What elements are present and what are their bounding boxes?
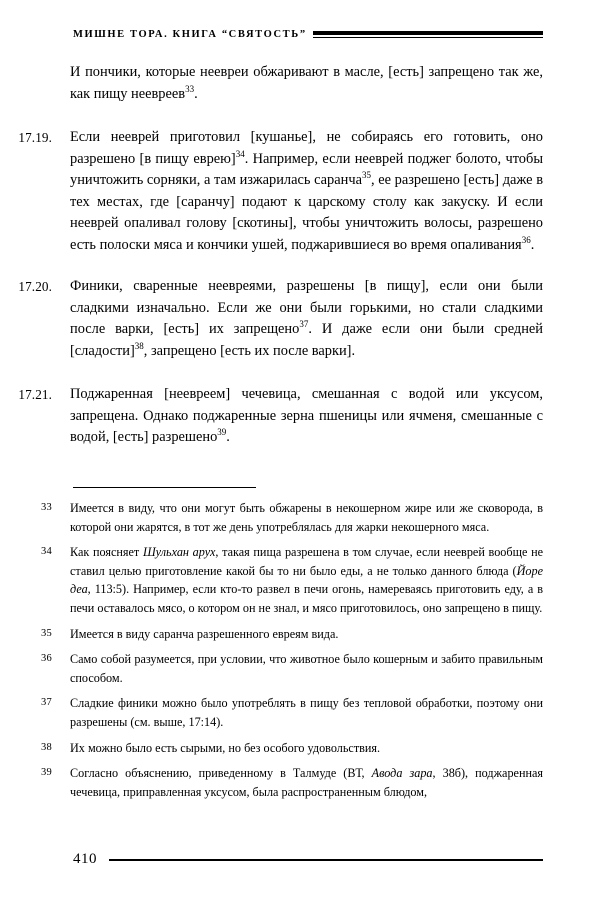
footnote-number: 39 [41, 767, 52, 779]
footnote-item [0, 625, 600, 644]
paragraph-number: 17.19. [18, 130, 52, 145]
footnote-text: Сладкие финики можно было употреблять в пищу без тепловой обработки, поэтому они разрешены (см. выше, 17:14). [70, 696, 543, 729]
paragraph [0, 276, 600, 362]
page-footer [73, 852, 543, 867]
footnote-text: Имеется в виду, что они могут быть обжарены в некошерном жире или же сковорода, в которой они жарятся, в тот же день употреблялась для жарки некошерного мяса. [70, 501, 543, 534]
footnote-item [0, 694, 600, 731]
paragraph-text: Если нееврей приготовил [кушанье], не собираясь его готовить, оно разрешено [в пищу еврею]$^{34}$. Например, если нееврей поджег болото, чтобы уничтожить сорняки, а там изжарилась саранча$^{35}$, ее разрешено [есть] даже в тех местах, где [саранчу] подают к царскому столу как закуску. И если нееврей опаливал голову [скотины], чтобы уничтожить волосы, разрешено есть полоски мяса и кончики ушей, поджарившиеся во время опаливания$^{36}$. [70, 129, 543, 253]
running-head-rule [313, 31, 543, 40]
paragraph-number: 17.20. [18, 279, 52, 294]
paragraph-text: Финики, сваренные неевреями, разрешены [в пищу], если они были сладкими изначально. Если же они были горькими, но стали сладкими после варки, [есть] их запрещено$^{37}$. И даже если они были средней [сладости]$^{38}$, запрещено [есть их после варки]. [70, 278, 543, 359]
page-number: 410 [73, 851, 97, 867]
footnote-number: 33 [41, 502, 52, 513]
footnote-item [0, 543, 600, 617]
paragraph [0, 127, 600, 256]
footnote-item [0, 739, 600, 758]
page-footer-rule [109, 859, 543, 861]
footnote-text: Как поясняет Шульхан арух, такая пища разрешена в том случае, если нееврей вообще не ставил целью приготовление какой бы то ни было еды, а не только данного блюда (Йоре деа, 113:5). Например, если кто-то развел в печи огонь, намереваясь приготовить еду, а в печи оставалось мясо, о котором он не знал, и мясо приготовилось, оно запрещено в пищу. [70, 545, 543, 615]
footnote-text: Согласно объяснению, приведенному в Талмуде (ВТ, Авода зара, 38б), поджаренная чечевица, приправленная уксусом, была распространенным блюдом, [70, 766, 544, 799]
footnote-text: Имеется в виду саранча разрешенного евреям вида. [70, 626, 339, 641]
footnote-item [0, 764, 600, 801]
paragraph-text: И пончики, которые неевреи обжаривают в масле, [есть] запрещено так же, как пищу неевреев$^{33}$. [70, 64, 543, 102]
footnote-number: 38 [41, 741, 52, 753]
paragraph-number: 17.21. [18, 387, 52, 402]
paragraph-text: Поджаренная [неевреем] чечевица, смешанная с водой или уксусом, запрещена. Однако поджаренные зерна пшеницы или ячменя, смешанные с водой, [есть] разрешено$^{39}$. [70, 386, 543, 445]
footnote-item [0, 650, 600, 687]
body-text [0, 62, 600, 449]
running-head [73, 24, 543, 46]
footnote-text: Их можно было есть сырыми, но без особого удовольствия. [70, 740, 381, 755]
paragraph [0, 62, 600, 105]
footnote-separator-rule [73, 487, 256, 488]
footnote-number: 37 [41, 697, 52, 709]
running-head-title: МИШНЕ ТОРА. КНИГА “СВЯТОСТЬ” [73, 28, 307, 40]
footnote-list [0, 499, 600, 808]
footnote-text: Само собой разумеется, при условии, что животное было кошерным и забито правильным способом. [70, 652, 543, 685]
footnote-number: 36 [41, 653, 52, 665]
footnote-number: 35 [41, 627, 52, 639]
footnote-number: 34 [41, 546, 52, 558]
paragraph [0, 384, 600, 449]
footnote-item [0, 499, 600, 536]
